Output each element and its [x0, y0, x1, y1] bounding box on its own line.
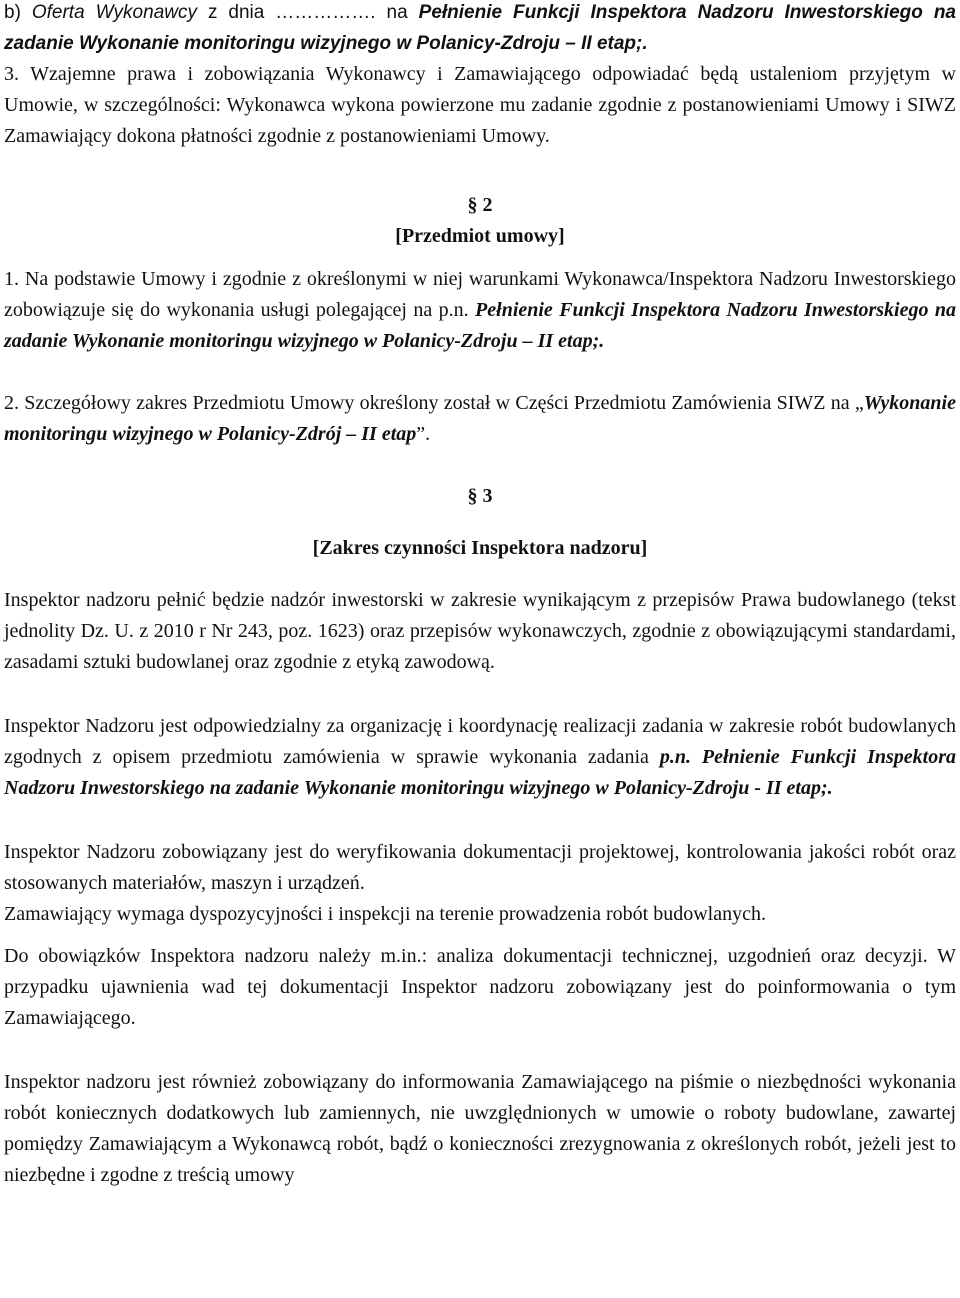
- section-2-task: Wykonanie monitoringu wizyjnego w Polanicy-Zdrój – II etap: [4, 392, 956, 445]
- section-2-number: § 2: [4, 190, 956, 221]
- section-3-paragraph-4: Zamawiający wymaga dyspozycyjności i inspekcji na terenie prowadzenia robót budowlanych.: [4, 903, 766, 925]
- section-3-heading: [Zakres czynności Inspektora nadzoru]: [312, 537, 648, 559]
- section-3-paragraph-6: Inspektor nadzoru jest również zobowiązany do informowania Zamawiającego na piśmie o niezbędności wykonania robót koniecznych dodatkowych lub zamiennych, nie uwzględnionych w umowie o roboty budowlane, zawartej pomiędzy Zamawiającym a Wykonawcą robót, bądź o konieczności zrezygnowania z określonych robót, jeżeli jest to niezbędne i zgodne z treścią umowy: [4, 1071, 956, 1186]
- paragraph-3: 3. Wzajemne prawa i zobowiązania Wykonawcy i Zamawiającego odpowiadać będą ustaleniom przyjętym w Umowie, w szczególności: Wykonawca wykona powierzone mu zadanie zgodnie z postanowieniami Umowy i SIWZ Zamawiający dokona płatności zgodnie z postanowieniami Umowy.: [4, 63, 956, 147]
- section-3-pn: p.n.: [659, 746, 691, 768]
- offer-title: Pełnienie Funkcji Inspektora Nadzoru Inwestorskiego na zadanie Wykonanie monitoringu wizyjnego w Polanicy-Zdroju – II etap;.: [4, 2, 956, 54]
- section-2-heading: [Przedmiot umowy]: [395, 225, 565, 247]
- section-3-number: § 3: [4, 481, 956, 512]
- section-3-title: Pełnienie Funkcji Inspektora Nadzoru Inwestorskiego na zadanie Wykonanie monitoringu wizyjnego w Polanicy-Zdroju - II etap;.: [4, 746, 956, 799]
- document-page: [4, 0, 956, 1191]
- section-2-paragraph-1: 1. Na podstawie Umowy i zgodnie z określonymi w niej warunkami Wykonawca/Inspektora Nadzoru Inwestorskiego zobowiązuje się do wykonania usługi polegającej na p.n. Pełnienie Funkcji Inspektora Nadzoru Inwestorskiego na zadanie Wykonanie monitoringu wizyjnego w Polanicy-Zdroju – II etap;.: [4, 268, 956, 352]
- section-3-paragraph-2: Inspektor Nadzoru jest odpowiedzialny za organizację i koordynację realizacji zadania w zakresie robót budowlanych zgodnych z opisem przedmiotu zamówienia w sprawie wykonania zadania p.n. Pełnienie Funkcji Inspektora Nadzoru Inwestorskiego na zadanie Wykonanie monitoringu wizyjnego w Polanicy-Zdroju - II etap;.: [4, 715, 956, 799]
- section-sign-icon: [468, 194, 478, 216]
- offer-prefix: b): [4, 2, 32, 23]
- offer-label: Oferta Wykonawcy: [31, 2, 197, 23]
- offer-line: [4, 0, 956, 59]
- section-2-title: Pełnienie Funkcji Inspektora Nadzoru Inwestorskiego na zadanie Wykonanie monitoringu wizyjnego w Polanicy-Zdroju – II etap;.: [4, 299, 956, 352]
- section-sign-icon: [468, 485, 478, 507]
- section-3-paragraph-3: Inspektor Nadzoru zobowiązany jest do weryfikowania dokumentacji projektowej, kontrolowania jakości robót oraz stosowanych materiałów, maszyn i urządzeń.: [4, 841, 956, 894]
- offer-date: z dnia ……………. na: [196, 2, 419, 23]
- section-3-paragraph-5: Do obowiązków Inspektora nadzoru należy m.in.: analiza dokumentacji technicznej, uzgodnień oraz decyzji. W przypadku ujawnienia wad tej dokumentacji Inspektor nadzoru zobowiązany jest do poinformowania o tym Zamawiającego.: [4, 945, 956, 1029]
- section-2-paragraph-2: 2. Szczegółowy zakres Przedmiotu Umowy określony został w Części Przedmiotu Zamówienia SIWZ na „Wykonanie monitoringu wizyjnego w Polanicy-Zdrój – II etap”.: [4, 392, 956, 445]
- section-3-paragraph-1: Inspektor nadzoru pełnić będzie nadzór inwestorski w zakresie wynikającym z przepisów Prawa budowlanego (tekst jednolity Dz. U. z 2010 r Nr 243, poz. 1623) oraz przepisów wykonawczych, zgodnie z obowiązującymi standardami, zasadami sztuki budowlanej oraz zgodnie z etyką zawodową.: [4, 589, 956, 673]
